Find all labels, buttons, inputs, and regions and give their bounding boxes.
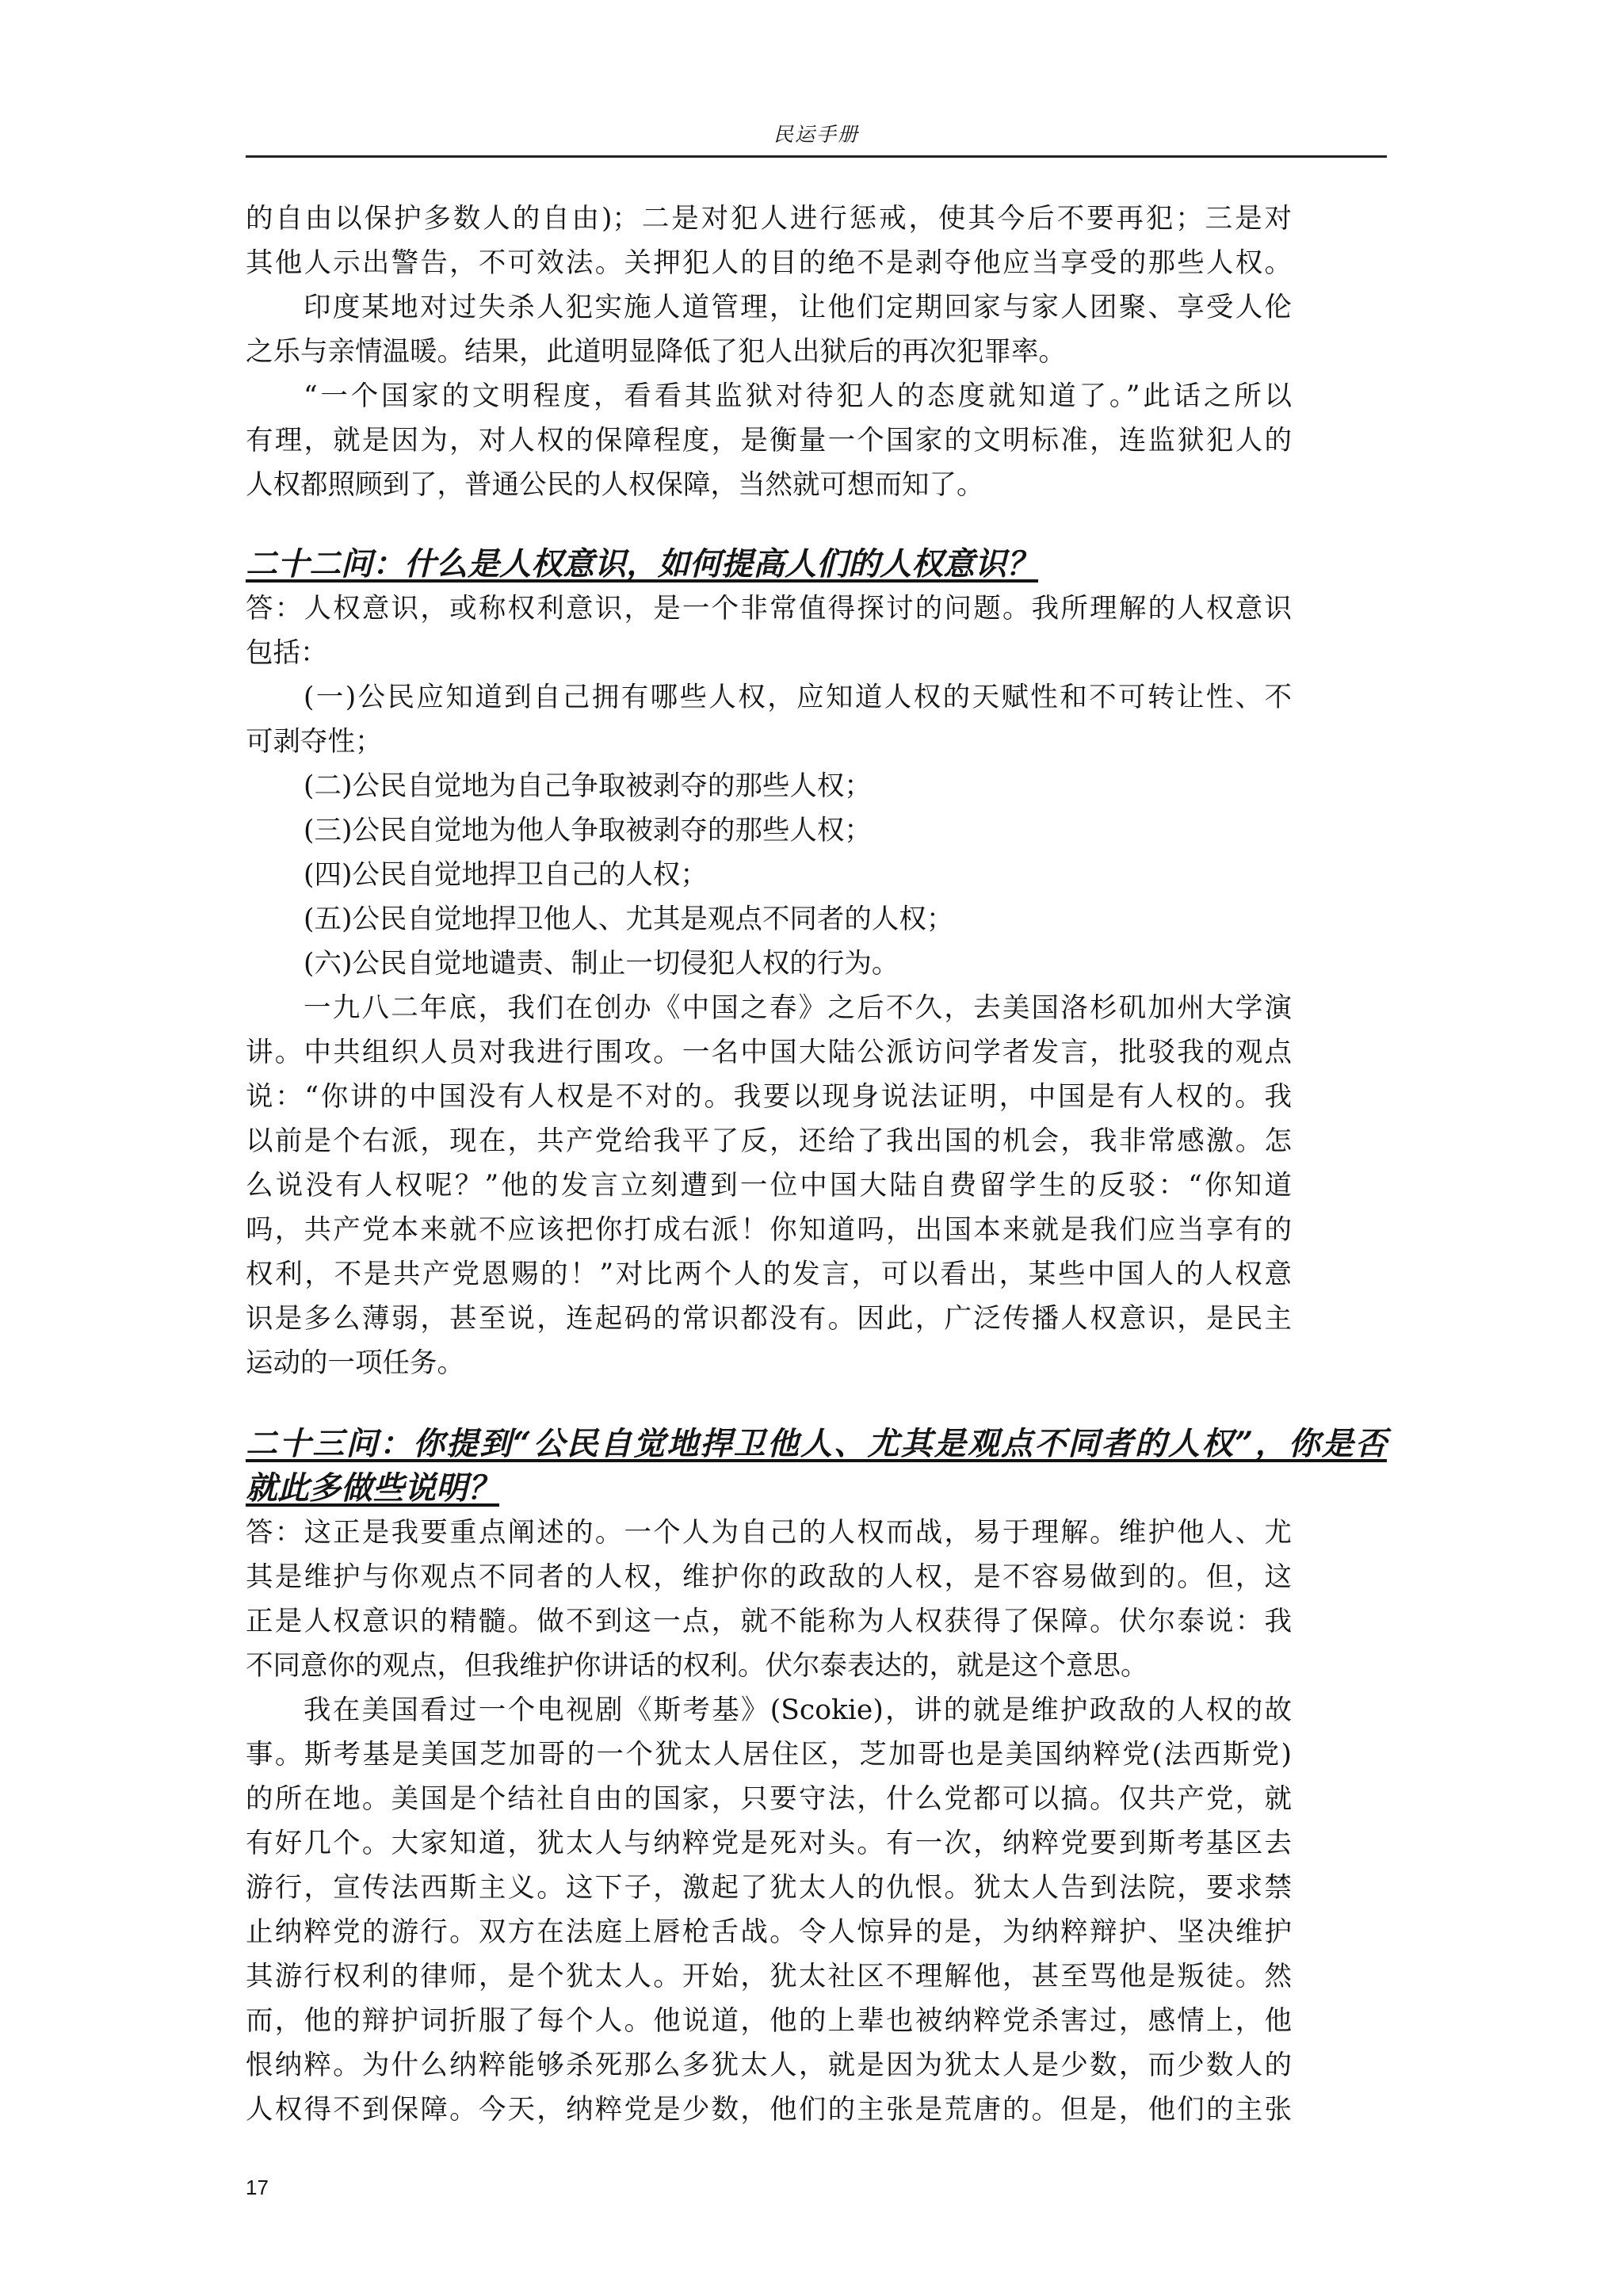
paragraph-line: 一九八二年底，我们在创办《中国之春》之后不久，去美国洛杉矶加州大学演 — [304, 992, 1292, 1024]
paragraph-line: 而，他的辩护词折服了每个人。他说道，他的上辈也被纳粹党杀害过，感情上，他 — [246, 2005, 1292, 2037]
section-heading-q23: 二十三问：你提到“公民自觉地捍卫他人、尤其是观点不同者的人权”，你是否 — [246, 1425, 1387, 1462]
paragraph-line: 游行，宣传法西斯主义。这下子，激起了犹太人的仇恨。犹太人告到法院，要求禁 — [246, 1872, 1292, 1904]
paragraph-line: 的自由以保护多数人的自由)；二是对犯人进行惩戒，使其今后不要再犯；三是对 — [246, 203, 1292, 235]
paragraph-line: 人权得不到保障。今天，纳粹党是少数，他们的主张是荒唐的。但是，他们的主张 — [246, 2094, 1292, 2126]
list-item: (五)公民自觉地捍卫他人、尤其是观点不同者的人权； — [304, 904, 954, 935]
list-item: (三)公民自觉地为他人争取被剥夺的那些人权； — [304, 815, 872, 846]
paragraph-line: 识是多么薄弱，甚至说，连起码的常识都没有。因此，广泛传播人权意识，是民主 — [246, 1303, 1292, 1335]
paragraph-line: 之乐与亲情温暖。结果，此道明显降低了犯人出狱后的再次犯罪率。 — [246, 336, 1066, 368]
paragraph-line: 止纳粹党的游行。双方在法庭上唇枪舌战。令人惊异的是，为纳粹辩护、坚决维护 — [246, 1916, 1292, 1948]
paragraph-line: 答：人权意识，或称权利意识，是一个非常值得探讨的问题。我所理解的人权意识 — [246, 593, 1292, 625]
paragraph-line: 不同意你的观点，但我维护你讲话的权利。伏尔泰表达的，就是这个意思。 — [246, 1650, 1148, 1682]
paragraph-line: 有好几个。大家知道，犹太人与纳粹党是死对头。有一次，纳粹党要到斯考基区去 — [246, 1828, 1292, 1859]
section-heading-q22: 二十二问：什么是人权意识，如何提高人们的人权意识？ — [246, 545, 1038, 583]
paragraph-line: “一个国家的文明程度，看看其监狱对待犯人的态度就知道了。”此话之所以 — [304, 380, 1292, 412]
paragraph-line: 讲。中共组织人员对我进行围攻。一名中国大陆公派访问学者发言，批驳我的观点 — [246, 1037, 1292, 1068]
paragraph-line: 恨纳粹。为什么纳粹能够杀死那么多犹太人，就是因为犹太人是少数，而少数人的 — [246, 2050, 1292, 2081]
paragraph-line: 答：这正是我要重点阐述的。一个人为自己的人权而战，易于理解。维护他人、尤 — [246, 1517, 1292, 1549]
list-item: 可剥夺性； — [246, 726, 383, 758]
header-rule — [246, 155, 1387, 158]
paragraph-line: 其他人示出警告，不可效法。关押犯人的目的绝不是剥夺他应当享受的那些人权。 — [246, 247, 1292, 279]
paragraph-line: 运动的一项任务。 — [246, 1347, 464, 1379]
section-heading-q23-continued: 就此多做些说明？ — [246, 1469, 499, 1507]
list-item: (一)公民应知道到自己拥有哪些人权，应知道人权的天赋性和不可转让性、不 — [304, 682, 1292, 713]
paragraph-line: 以前是个右派，现在，共产党给我平了反，还给了我出国的机会，我非常感激。怎 — [246, 1125, 1292, 1157]
paragraph-line: 其是维护与你观点不同者的人权，维护你的政敌的人权，是不容易做到的。但，这 — [246, 1561, 1292, 1593]
list-item: (二)公民自觉地为自己争取被剥夺的那些人权； — [304, 770, 872, 802]
paragraph-line: 说：“你讲的中国没有人权是不对的。我要以现身说法证明，中国是有人权的。我 — [246, 1081, 1292, 1113]
paragraph-line: 正是人权意识的精髓。做不到这一点，就不能称为人权获得了保障。伏尔泰说：我 — [246, 1606, 1292, 1637]
paragraph-line: 的所在地。美国是个结社自由的国家，只要守法，什么党都可以搞。仅共产党，就 — [246, 1783, 1292, 1815]
paragraph-line: 人权都照顾到了，普通公民的人权保障，当然就可想而知了。 — [246, 469, 984, 501]
paragraph-line: 印度某地对过失杀人犯实施人道管理，让他们定期回家与家人团聚、享受人伦 — [304, 292, 1292, 323]
page-number: 17 — [246, 2176, 269, 2199]
list-item: (四)公民自觉地捍卫自己的人权； — [304, 859, 708, 891]
paragraph-line: 吗，共产党本来就不应该把你打成右派！你知道吗，出国本来就是我们应当享有的 — [246, 1214, 1292, 1246]
paragraph-line: 权利，不是共产党恩赐的！”对比两个人的发言，可以看出，某些中国人的人权意 — [246, 1259, 1292, 1290]
paragraph-line: 其游行权利的律师，是个犹太人。开始，犹太社区不理解他，甚至骂他是叛徒。然 — [246, 1961, 1292, 1992]
paragraph-line: 我在美国看过一个电视剧《斯考基》(Scokie)，讲的就是维护政敌的人权的故 — [304, 1694, 1292, 1726]
paragraph-line: 事。斯考基是美国芝加哥的一个犹太人居住区，芝加哥也是美国纳粹党(法西斯党) — [246, 1739, 1292, 1771]
running-title: 民运手册 — [773, 123, 859, 146]
paragraph-line: 么说没有人权呢？”他的发言立刻遭到一位中国大陆自费留学生的反驳：“你知道 — [246, 1170, 1292, 1201]
list-item: (六)公民自觉地谴责、制止一切侵犯人权的行为。 — [304, 948, 899, 980]
paragraph-line: 有理，就是因为，对人权的保障程度，是衡量一个国家的文明标准，连监狱犯人的 — [246, 425, 1292, 457]
paragraph-line: 包括： — [246, 637, 328, 669]
